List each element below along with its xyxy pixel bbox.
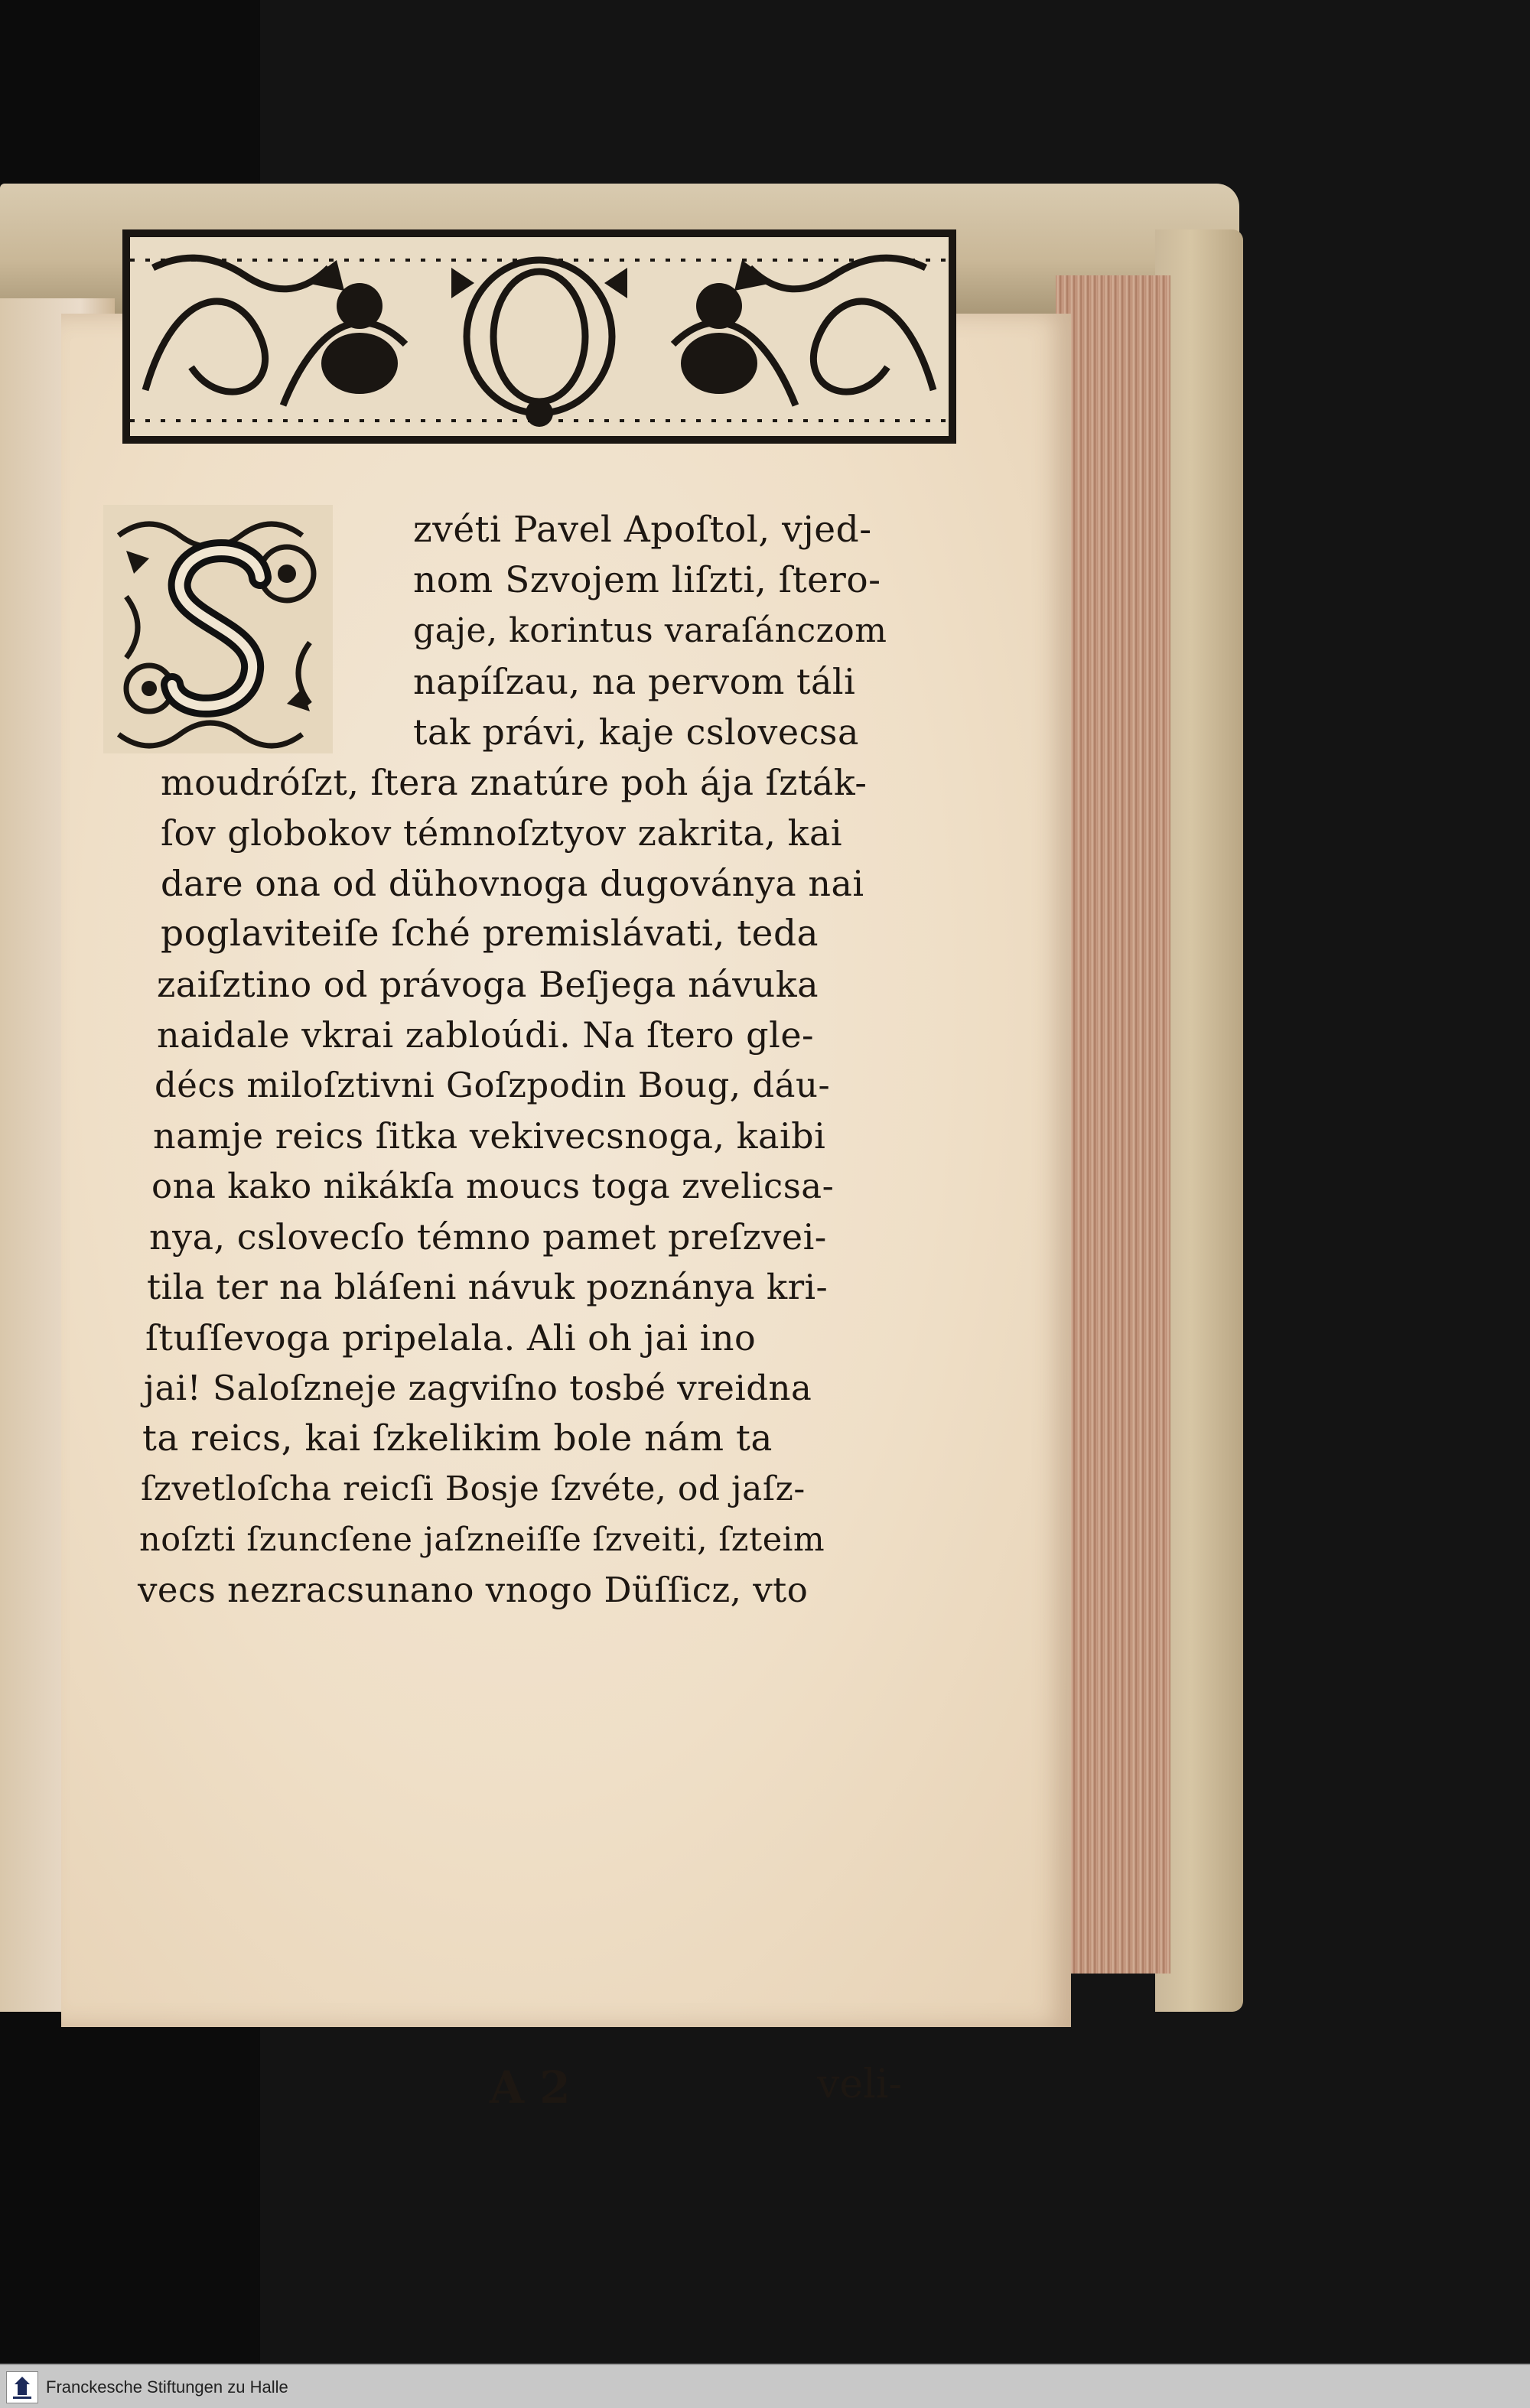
text-line: nom Szvojem liſzti, ſtero- xyxy=(413,559,881,601)
text-line: gaje, korintus varaſánczom xyxy=(413,611,887,650)
text-line: nya, cslovecſo témno pamet preſzvei- xyxy=(149,1216,827,1258)
viewer-footer xyxy=(0,2364,1530,2408)
text-line: poglaviteiſe ſché premislávati, teda xyxy=(161,913,819,955)
text-line: ſtuſſevoga pripelala. Ali oh jai ino xyxy=(145,1317,757,1359)
text-line: dare ona od dühovnoga dugoványa nai xyxy=(161,863,864,904)
text-line: jai! Saloſzneje zagviſno tosbé vreidna xyxy=(144,1368,812,1408)
text-line: ta reics, kai ſzkelikim bole nám ta xyxy=(142,1417,773,1459)
text-line: zaiſztino od právoga Beſjega návuka xyxy=(157,964,819,1005)
ornamental-headpiece xyxy=(122,229,956,444)
page-stack xyxy=(1056,275,1170,1974)
text-line: zvéti Pavel Apoſtol, vjed- xyxy=(413,509,872,551)
text-line: décs miloſztivni Goſzpodin Boug, dáu- xyxy=(155,1065,831,1105)
text-line: moudróſzt, ſtera znatúre poh ája ſzták- xyxy=(161,762,868,803)
text-line: tila ter na bláſeni návuk poznánya kri- xyxy=(147,1267,828,1307)
text-line: noſzti ſzuncſene jaſzneiſſe ſzveiti, ſzteim xyxy=(139,1521,825,1559)
catchword: veli- xyxy=(817,2061,902,2107)
signature-mark: A 2 xyxy=(490,2061,571,2114)
text-line: tak právi, kaje cslovecsa xyxy=(413,711,859,753)
decorated-initial-s xyxy=(103,505,333,753)
text-line: ona kako nikákſa moucs toga zvelicsa- xyxy=(151,1166,835,1206)
text-line: naidale vkrai zabloúdi. Na ſtero gle- xyxy=(157,1014,815,1056)
library-name: Franckesche Stiftungen zu Halle xyxy=(46,2377,288,2397)
text-line: vecs nezracsunano vnogo Düſſicz, vto xyxy=(138,1570,809,1610)
text-line: ſov globokov témnoſztyov zakrita, kai xyxy=(161,812,843,854)
text-line: napíſzau, na pervom táli xyxy=(413,661,856,702)
library-logo-icon xyxy=(6,2371,38,2403)
text-line: namje reics ſitka vekivecsnoga, kaibi xyxy=(153,1115,826,1157)
text-line: ſzvetloſcha reicſi Bosje ſzvéte, od jaſz- xyxy=(141,1469,806,1508)
